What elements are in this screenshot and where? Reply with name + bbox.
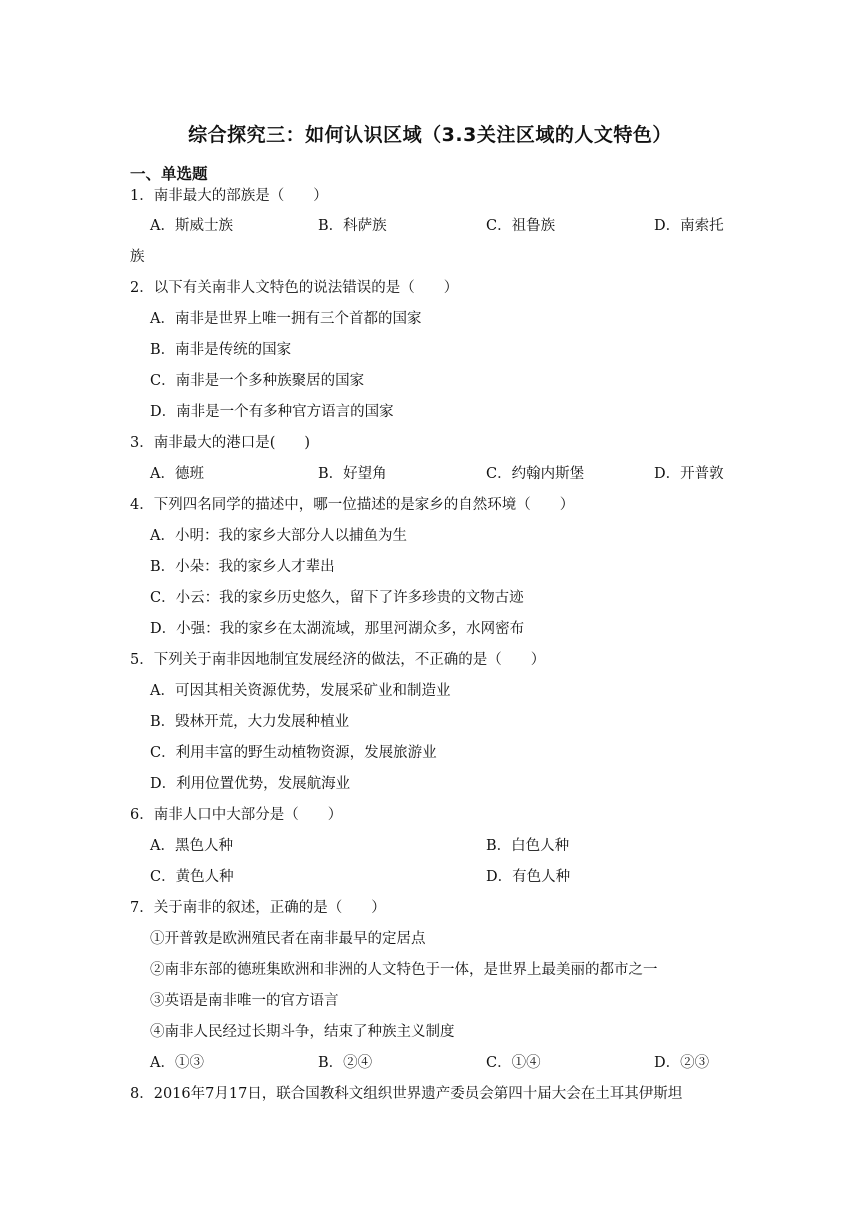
question-5-option-a: A．可因其相关资源优势，发展采矿业和制造业 <box>150 683 451 699</box>
question-4-option-c: C．小云：我的家乡历史悠久，留下了许多珍贵的文物古迹 <box>150 590 524 606</box>
question-7-statement-3: ③英语是南非唯一的官方语言 <box>150 993 339 1009</box>
question-1-option-a: A．斯威士族 <box>150 218 233 234</box>
question-1-option-d-wrap: 族 <box>130 249 145 265</box>
question-1-stem: 1．南非最大的部族是（ ） <box>130 188 328 204</box>
question-8-stem: 8．2016年7月17日，联合国教科文组织世界遗产委员会第四十届大会在土耳其伊斯坦 <box>130 1086 683 1102</box>
question-3-stem: 3．南非最大的港口是( ) <box>130 435 311 451</box>
question-7-option-c: C．①④ <box>486 1055 541 1071</box>
question-6-option-c: C．黄色人种 <box>150 869 234 885</box>
question-2-stem: 2．以下有关南非人文特色的说法错误的是（ ） <box>130 280 459 296</box>
question-7-option-d: D．②③ <box>654 1055 710 1071</box>
question-7-statement-1: ①开普敦是欧洲殖民者在南非最早的定居点 <box>150 931 426 947</box>
question-2-option-a: A．南非是世界上唯一拥有三个首都的国家 <box>150 311 422 327</box>
question-7-statement-2: ②南非东部的德班集欧洲和非洲的人文特色于一体，是世界上最美丽的都市之一 <box>150 962 658 978</box>
question-5-option-d: D．利用位置优势，发展航海业 <box>150 776 351 792</box>
question-6-stem: 6．南非人口中大部分是（ ） <box>130 807 343 823</box>
question-3-option-a: A．德班 <box>150 466 204 482</box>
question-3-option-d: D．开普敦 <box>654 466 724 482</box>
question-2-option-c: C．南非是一个多种族聚居的国家 <box>150 373 365 389</box>
question-1-option-b: B．科萨族 <box>318 218 387 234</box>
question-5-option-c: C．利用丰富的野生动植物资源，发展旅游业 <box>150 745 437 761</box>
question-5-stem: 5．下列关于南非因地制宜发展经济的做法，不正确的是（ ） <box>130 652 546 668</box>
question-4-option-d: D．小强：我的家乡在太湖流域，那里河湖众多，水网密布 <box>150 621 525 637</box>
question-6-option-b: B．白色人种 <box>486 838 570 854</box>
question-3-option-c: C．约翰内斯堡 <box>486 466 585 482</box>
question-7-statement-4: ④南非人民经过长期斗争，结束了种族主义制度 <box>150 1024 455 1040</box>
question-1-option-c: C．祖鲁族 <box>486 218 556 234</box>
question-6-option-a: A．黑色人种 <box>150 838 233 854</box>
section-heading: 一、单选题 <box>130 165 208 183</box>
question-4-stem: 4．下列四名同学的描述中，哪一位描述的是家乡的自然环境（ ） <box>130 497 575 513</box>
question-4-option-a: A．小明：我的家乡大部分人以捕鱼为生 <box>150 528 407 544</box>
question-7-option-a: A．①③ <box>150 1055 204 1071</box>
question-3-option-b: B．好望角 <box>318 466 387 482</box>
question-6-option-d: D．有色人种 <box>486 869 571 885</box>
question-4-option-b: B．小朵：我的家乡人才辈出 <box>150 559 335 575</box>
question-2-option-d: D．南非是一个有多种官方语言的国家 <box>150 404 394 420</box>
page-title: 综合探究三：如何认识区域（3.3关注区域的人文特色） <box>188 124 672 146</box>
question-7-stem: 7．关于南非的叙述，正确的是（ ） <box>130 900 386 916</box>
question-1-option-d: D．南索托 <box>654 218 724 234</box>
question-2-option-b: B．南非是传统的国家 <box>150 342 292 358</box>
question-7-option-b: B．②④ <box>318 1055 373 1071</box>
question-5-option-b: B．毁林开荒，大力发展种植业 <box>150 714 350 730</box>
